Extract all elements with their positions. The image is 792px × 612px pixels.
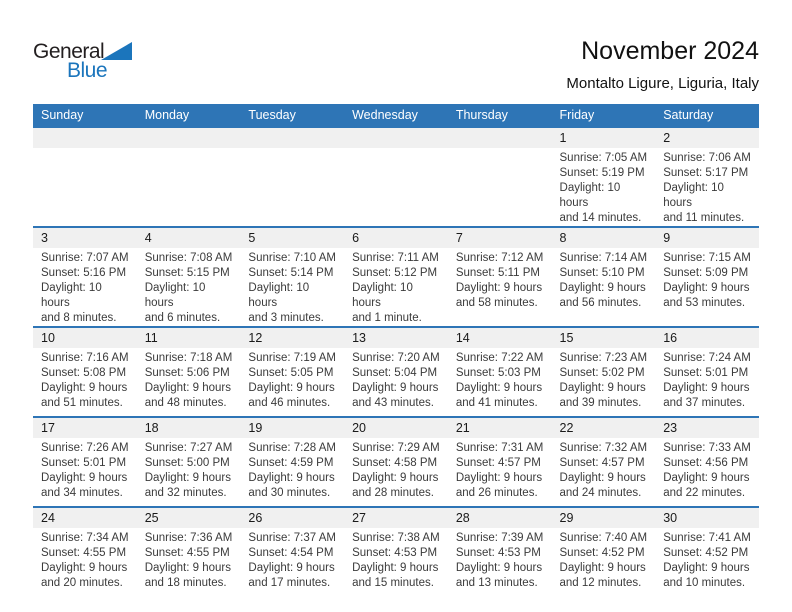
weekday-header-saturday: Saturday xyxy=(655,104,759,127)
day-sun-info xyxy=(240,438,344,501)
day-cell xyxy=(137,417,241,507)
weekday-header-sunday: Sunday xyxy=(33,104,137,127)
day-cell xyxy=(448,507,552,596)
sun-info-line: Daylight: 9 hours xyxy=(455,562,543,574)
day-sun-info xyxy=(137,248,241,326)
sun-info-line: and 10 minutes. xyxy=(663,577,746,589)
sun-info-line: and 46 minutes. xyxy=(248,397,331,409)
sun-info-line: and 30 minutes. xyxy=(248,487,331,499)
day-sun-info xyxy=(137,438,241,501)
sun-info-line: Sunrise: 7:16 AM xyxy=(41,352,129,364)
day-sun-info xyxy=(552,248,656,311)
empty-day-cell xyxy=(240,127,344,227)
day-sun-info xyxy=(344,528,448,591)
week-row xyxy=(33,127,759,227)
day-number: 8 xyxy=(552,228,656,248)
sun-info-line: and 39 minutes. xyxy=(559,397,642,409)
sun-info-line: and 43 minutes. xyxy=(352,397,434,409)
day-number: 6 xyxy=(344,228,448,248)
day-number: 25 xyxy=(137,508,241,528)
sun-info-line: Sunrise: 7:22 AM xyxy=(455,352,544,364)
sun-info-line: Sunrise: 7:06 AM xyxy=(663,152,751,164)
sun-info-line: Sunset: 5:03 PM xyxy=(455,367,541,379)
day-sun-info xyxy=(33,438,137,501)
empty-day-cell xyxy=(448,127,552,227)
day-sun-info xyxy=(655,348,759,411)
day-number: 29 xyxy=(552,508,656,528)
day-sun-info xyxy=(552,528,656,591)
sun-info-line: Daylight: 9 hours xyxy=(663,282,750,294)
day-sun-info xyxy=(655,438,759,501)
sun-info-line: Sunrise: 7:40 AM xyxy=(559,532,648,544)
day-number: 23 xyxy=(655,418,759,438)
sun-info-line: Sunset: 5:15 PM xyxy=(144,267,230,279)
day-cell xyxy=(344,327,448,417)
sun-info-line: and 41 minutes. xyxy=(455,397,538,409)
empty-day-cell xyxy=(344,127,448,227)
day-cell xyxy=(655,227,759,327)
sun-info-line: Daylight: 9 hours xyxy=(559,382,646,394)
sun-info-line: Sunset: 4:54 PM xyxy=(248,547,334,559)
day-number: 16 xyxy=(655,328,759,348)
day-number: 1 xyxy=(552,128,656,148)
day-number: 30 xyxy=(655,508,759,528)
day-number: 28 xyxy=(448,508,552,528)
week-row xyxy=(33,227,759,327)
sun-info-line: Sunset: 5:08 PM xyxy=(41,367,127,379)
empty-day-cell xyxy=(33,127,137,227)
sun-info-line: Sunset: 4:57 PM xyxy=(455,457,541,469)
day-number: 21 xyxy=(448,418,552,438)
sun-info-line: and 51 minutes. xyxy=(41,397,123,409)
weekday-header-monday: Monday xyxy=(137,104,241,127)
sun-info-line: Sunset: 5:06 PM xyxy=(144,367,230,379)
sun-info-line: Sunset: 4:53 PM xyxy=(455,547,541,559)
sun-info-line: Sunset: 4:59 PM xyxy=(248,457,334,469)
sun-info-line: Daylight: 9 hours xyxy=(663,382,750,394)
sun-info-line: Sunrise: 7:34 AM xyxy=(41,532,129,544)
day-sun-info xyxy=(240,348,344,411)
sun-info-line: Sunrise: 7:15 AM xyxy=(663,252,751,264)
weekday-header-friday: Friday xyxy=(552,104,656,127)
day-cell xyxy=(240,227,344,327)
sun-info-line: and 56 minutes. xyxy=(559,297,642,309)
sun-info-line: Sunrise: 7:12 AM xyxy=(455,252,544,264)
sun-info-line: Daylight: 9 hours xyxy=(144,472,231,484)
sun-info-line: Sunrise: 7:36 AM xyxy=(144,532,233,544)
empty-day-cell xyxy=(137,127,241,227)
sun-info-line: Sunset: 4:55 PM xyxy=(41,547,127,559)
day-sun-info xyxy=(655,528,759,591)
sun-info-line: and 6 minutes. xyxy=(144,312,221,324)
sun-info-line: Sunrise: 7:33 AM xyxy=(663,442,751,454)
sun-info-line: Daylight: 9 hours xyxy=(455,472,543,484)
sun-info-line: and 32 minutes. xyxy=(144,487,227,499)
day-cell xyxy=(655,507,759,596)
sun-info-line: Sunset: 5:19 PM xyxy=(559,167,645,179)
sun-info-line: and 17 minutes. xyxy=(248,577,331,589)
weekday-header-wednesday: Wednesday xyxy=(344,104,448,127)
day-cell xyxy=(655,327,759,417)
sun-info-line: Sunrise: 7:29 AM xyxy=(352,442,440,454)
day-sun-info xyxy=(137,348,241,411)
sun-info-line: Daylight: 9 hours xyxy=(559,562,646,574)
sun-info-line: and 18 minutes. xyxy=(144,577,227,589)
sun-info-line: and 26 minutes. xyxy=(455,487,538,499)
sun-info-line: Daylight: 9 hours xyxy=(455,282,543,294)
sun-info-line: Daylight: 9 hours xyxy=(352,472,439,484)
day-cell xyxy=(137,227,241,327)
sun-info-line: and 22 minutes. xyxy=(663,487,746,499)
day-sun-info xyxy=(552,148,656,226)
week-row xyxy=(33,507,759,596)
sun-info-line: Sunrise: 7:19 AM xyxy=(248,352,336,364)
sun-info-line: and 58 minutes. xyxy=(455,297,538,309)
sun-info-line: Sunrise: 7:32 AM xyxy=(559,442,648,454)
sun-info-line: Daylight: 9 hours xyxy=(352,562,439,574)
sun-info-line: and 34 minutes. xyxy=(41,487,123,499)
day-cell xyxy=(240,507,344,596)
day-sun-info xyxy=(655,248,759,311)
day-number: 22 xyxy=(552,418,656,438)
sun-info-line: Sunrise: 7:26 AM xyxy=(41,442,129,454)
sun-info-line: and 8 minutes. xyxy=(41,312,117,324)
sun-info-line: Sunrise: 7:28 AM xyxy=(248,442,336,454)
sun-info-line: Daylight: 9 hours xyxy=(455,382,543,394)
day-sun-info xyxy=(552,438,656,501)
sun-info-line: Daylight: 9 hours xyxy=(663,472,750,484)
day-sun-info xyxy=(344,248,448,326)
day-number: 2 xyxy=(655,128,759,148)
day-number xyxy=(344,128,448,148)
sun-info-line: Sunset: 4:53 PM xyxy=(352,547,438,559)
page-subtitle: Montalto Ligure, Liguria, Italy xyxy=(566,75,759,92)
day-cell xyxy=(552,417,656,507)
day-cell xyxy=(552,507,656,596)
day-cell xyxy=(344,507,448,596)
sun-info-line: Sunset: 5:01 PM xyxy=(663,367,749,379)
sun-info-line: Sunrise: 7:05 AM xyxy=(559,152,648,164)
sun-info-line: and 12 minutes. xyxy=(559,577,642,589)
sun-info-line: Daylight: 10 hours xyxy=(41,282,102,309)
sun-info-line: Sunset: 5:02 PM xyxy=(559,367,645,379)
sun-info-line: Sunset: 5:11 PM xyxy=(455,267,540,279)
sun-info-line: Sunrise: 7:23 AM xyxy=(559,352,648,364)
sun-info-line: Sunrise: 7:37 AM xyxy=(248,532,336,544)
day-sun-info xyxy=(33,528,137,591)
day-number: 3 xyxy=(33,228,137,248)
day-number: 18 xyxy=(137,418,241,438)
sun-info-line: Sunrise: 7:31 AM xyxy=(455,442,544,454)
day-number: 4 xyxy=(137,228,241,248)
week-row xyxy=(33,327,759,417)
sun-info-line: Sunrise: 7:11 AM xyxy=(352,252,439,264)
sun-info-line: Sunrise: 7:27 AM xyxy=(144,442,233,454)
sun-info-line: Sunrise: 7:20 AM xyxy=(352,352,440,364)
sun-info-line: Daylight: 10 hours xyxy=(352,282,413,309)
day-cell xyxy=(33,507,137,596)
sun-info-line: Daylight: 9 hours xyxy=(41,562,128,574)
sun-info-line: Daylight: 9 hours xyxy=(559,282,646,294)
day-cell xyxy=(655,127,759,227)
day-cell xyxy=(240,327,344,417)
day-cell xyxy=(448,227,552,327)
day-cell xyxy=(33,227,137,327)
sun-info-line: Daylight: 9 hours xyxy=(144,562,231,574)
day-number: 15 xyxy=(552,328,656,348)
sun-info-line: Sunset: 5:01 PM xyxy=(41,457,127,469)
sun-info-line: Sunset: 5:16 PM xyxy=(41,267,127,279)
sun-info-line: Daylight: 9 hours xyxy=(559,472,646,484)
day-number: 13 xyxy=(344,328,448,348)
day-number xyxy=(137,128,241,148)
sun-info-line: Sunrise: 7:24 AM xyxy=(663,352,751,364)
day-sun-info xyxy=(344,348,448,411)
sun-info-line: Daylight: 9 hours xyxy=(352,382,439,394)
day-number: 9 xyxy=(655,228,759,248)
day-sun-info xyxy=(137,528,241,591)
sun-info-line: and 53 minutes. xyxy=(663,297,746,309)
day-sun-info xyxy=(33,248,137,326)
sun-info-line: Daylight: 9 hours xyxy=(248,562,335,574)
day-cell xyxy=(552,227,656,327)
sun-info-line: and 15 minutes. xyxy=(352,577,434,589)
sun-info-line: and 1 minute. xyxy=(352,312,422,324)
sun-info-line: and 3 minutes. xyxy=(248,312,324,324)
sun-info-line: Sunset: 5:00 PM xyxy=(144,457,230,469)
sun-info-line: Sunset: 4:52 PM xyxy=(663,547,749,559)
general-blue-logo xyxy=(33,38,143,84)
logo-text-blue: Blue xyxy=(67,59,108,82)
day-cell xyxy=(448,417,552,507)
day-cell xyxy=(344,417,448,507)
weekday-header-tuesday: Tuesday xyxy=(240,104,344,127)
sun-info-line: Sunset: 4:55 PM xyxy=(144,547,230,559)
day-sun-info xyxy=(655,148,759,226)
sun-info-line: and 48 minutes. xyxy=(144,397,227,409)
calendar-grid xyxy=(33,104,759,596)
day-sun-info xyxy=(240,248,344,326)
day-cell xyxy=(33,327,137,417)
sun-info-line: Daylight: 10 hours xyxy=(663,182,724,209)
sun-info-line: Daylight: 9 hours xyxy=(41,382,128,394)
sun-info-line: Daylight: 9 hours xyxy=(663,562,750,574)
sun-info-line: Sunset: 5:09 PM xyxy=(663,267,749,279)
sun-info-line: Sunset: 4:57 PM xyxy=(559,457,645,469)
sun-info-line: Daylight: 10 hours xyxy=(559,182,621,209)
sun-info-line: and 11 minutes. xyxy=(663,212,745,224)
day-number: 11 xyxy=(137,328,241,348)
sun-info-line: Sunset: 5:14 PM xyxy=(248,267,334,279)
day-cell xyxy=(344,227,448,327)
day-cell xyxy=(552,127,656,227)
sun-info-line: Sunrise: 7:18 AM xyxy=(144,352,233,364)
sun-info-line: and 37 minutes. xyxy=(663,397,746,409)
day-sun-info xyxy=(448,348,552,411)
day-cell xyxy=(33,417,137,507)
sun-info-line: Sunset: 5:12 PM xyxy=(352,267,438,279)
sun-info-line: and 20 minutes. xyxy=(41,577,123,589)
sun-info-line: Sunset: 4:58 PM xyxy=(352,457,438,469)
sun-info-line: Daylight: 10 hours xyxy=(248,282,310,309)
day-sun-info xyxy=(344,438,448,501)
day-number: 26 xyxy=(240,508,344,528)
day-cell xyxy=(552,327,656,417)
day-number: 14 xyxy=(448,328,552,348)
sun-info-line: Sunrise: 7:41 AM xyxy=(663,532,751,544)
week-row xyxy=(33,417,759,507)
sun-info-line: Sunset: 4:52 PM xyxy=(559,547,645,559)
day-sun-info xyxy=(448,528,552,591)
sun-info-line: and 14 minutes. xyxy=(559,212,642,224)
day-cell xyxy=(137,507,241,596)
sun-info-line: Daylight: 9 hours xyxy=(248,382,335,394)
sun-info-line: Sunset: 5:10 PM xyxy=(559,267,645,279)
day-cell xyxy=(240,417,344,507)
sun-info-line: Sunrise: 7:38 AM xyxy=(352,532,440,544)
sun-info-line: Sunrise: 7:10 AM xyxy=(248,252,336,264)
day-sun-info xyxy=(33,348,137,411)
logo-triangle-icon xyxy=(101,42,132,60)
day-number xyxy=(448,128,552,148)
day-sun-info xyxy=(448,438,552,501)
weekday-header-row xyxy=(33,104,759,127)
sun-info-line: and 24 minutes. xyxy=(559,487,642,499)
sun-info-line: Sunrise: 7:14 AM xyxy=(559,252,648,264)
sun-info-line: Sunset: 5:04 PM xyxy=(352,367,438,379)
title-block xyxy=(566,36,759,92)
day-number: 20 xyxy=(344,418,448,438)
sun-info-line: Sunset: 5:17 PM xyxy=(663,167,749,179)
day-number: 10 xyxy=(33,328,137,348)
sun-info-line: Sunrise: 7:08 AM xyxy=(144,252,233,264)
day-number: 27 xyxy=(344,508,448,528)
day-number: 12 xyxy=(240,328,344,348)
day-number xyxy=(240,128,344,148)
sun-info-line: Sunset: 5:05 PM xyxy=(248,367,334,379)
sun-info-line: and 28 minutes. xyxy=(352,487,434,499)
day-cell xyxy=(137,327,241,417)
logo-text-general: General xyxy=(33,40,105,63)
day-sun-info xyxy=(240,528,344,591)
weekday-header-thursday: Thursday xyxy=(448,104,552,127)
day-number: 17 xyxy=(33,418,137,438)
day-cell xyxy=(655,417,759,507)
day-number xyxy=(33,128,137,148)
sun-info-line: Sunrise: 7:39 AM xyxy=(455,532,544,544)
sun-info-line: and 13 minutes. xyxy=(455,577,538,589)
day-number: 24 xyxy=(33,508,137,528)
day-sun-info xyxy=(552,348,656,411)
sun-info-line: Daylight: 9 hours xyxy=(248,472,335,484)
day-cell xyxy=(448,327,552,417)
page-title: November 2024 xyxy=(581,37,759,65)
day-sun-info xyxy=(448,248,552,311)
sun-info-line: Daylight: 9 hours xyxy=(41,472,128,484)
day-number: 5 xyxy=(240,228,344,248)
sun-info-line: Sunset: 4:56 PM xyxy=(663,457,749,469)
sun-info-line: Daylight: 10 hours xyxy=(144,282,206,309)
sun-info-line: Daylight: 9 hours xyxy=(144,382,231,394)
sun-info-line: Sunrise: 7:07 AM xyxy=(41,252,129,264)
day-number: 19 xyxy=(240,418,344,438)
day-number: 7 xyxy=(448,228,552,248)
